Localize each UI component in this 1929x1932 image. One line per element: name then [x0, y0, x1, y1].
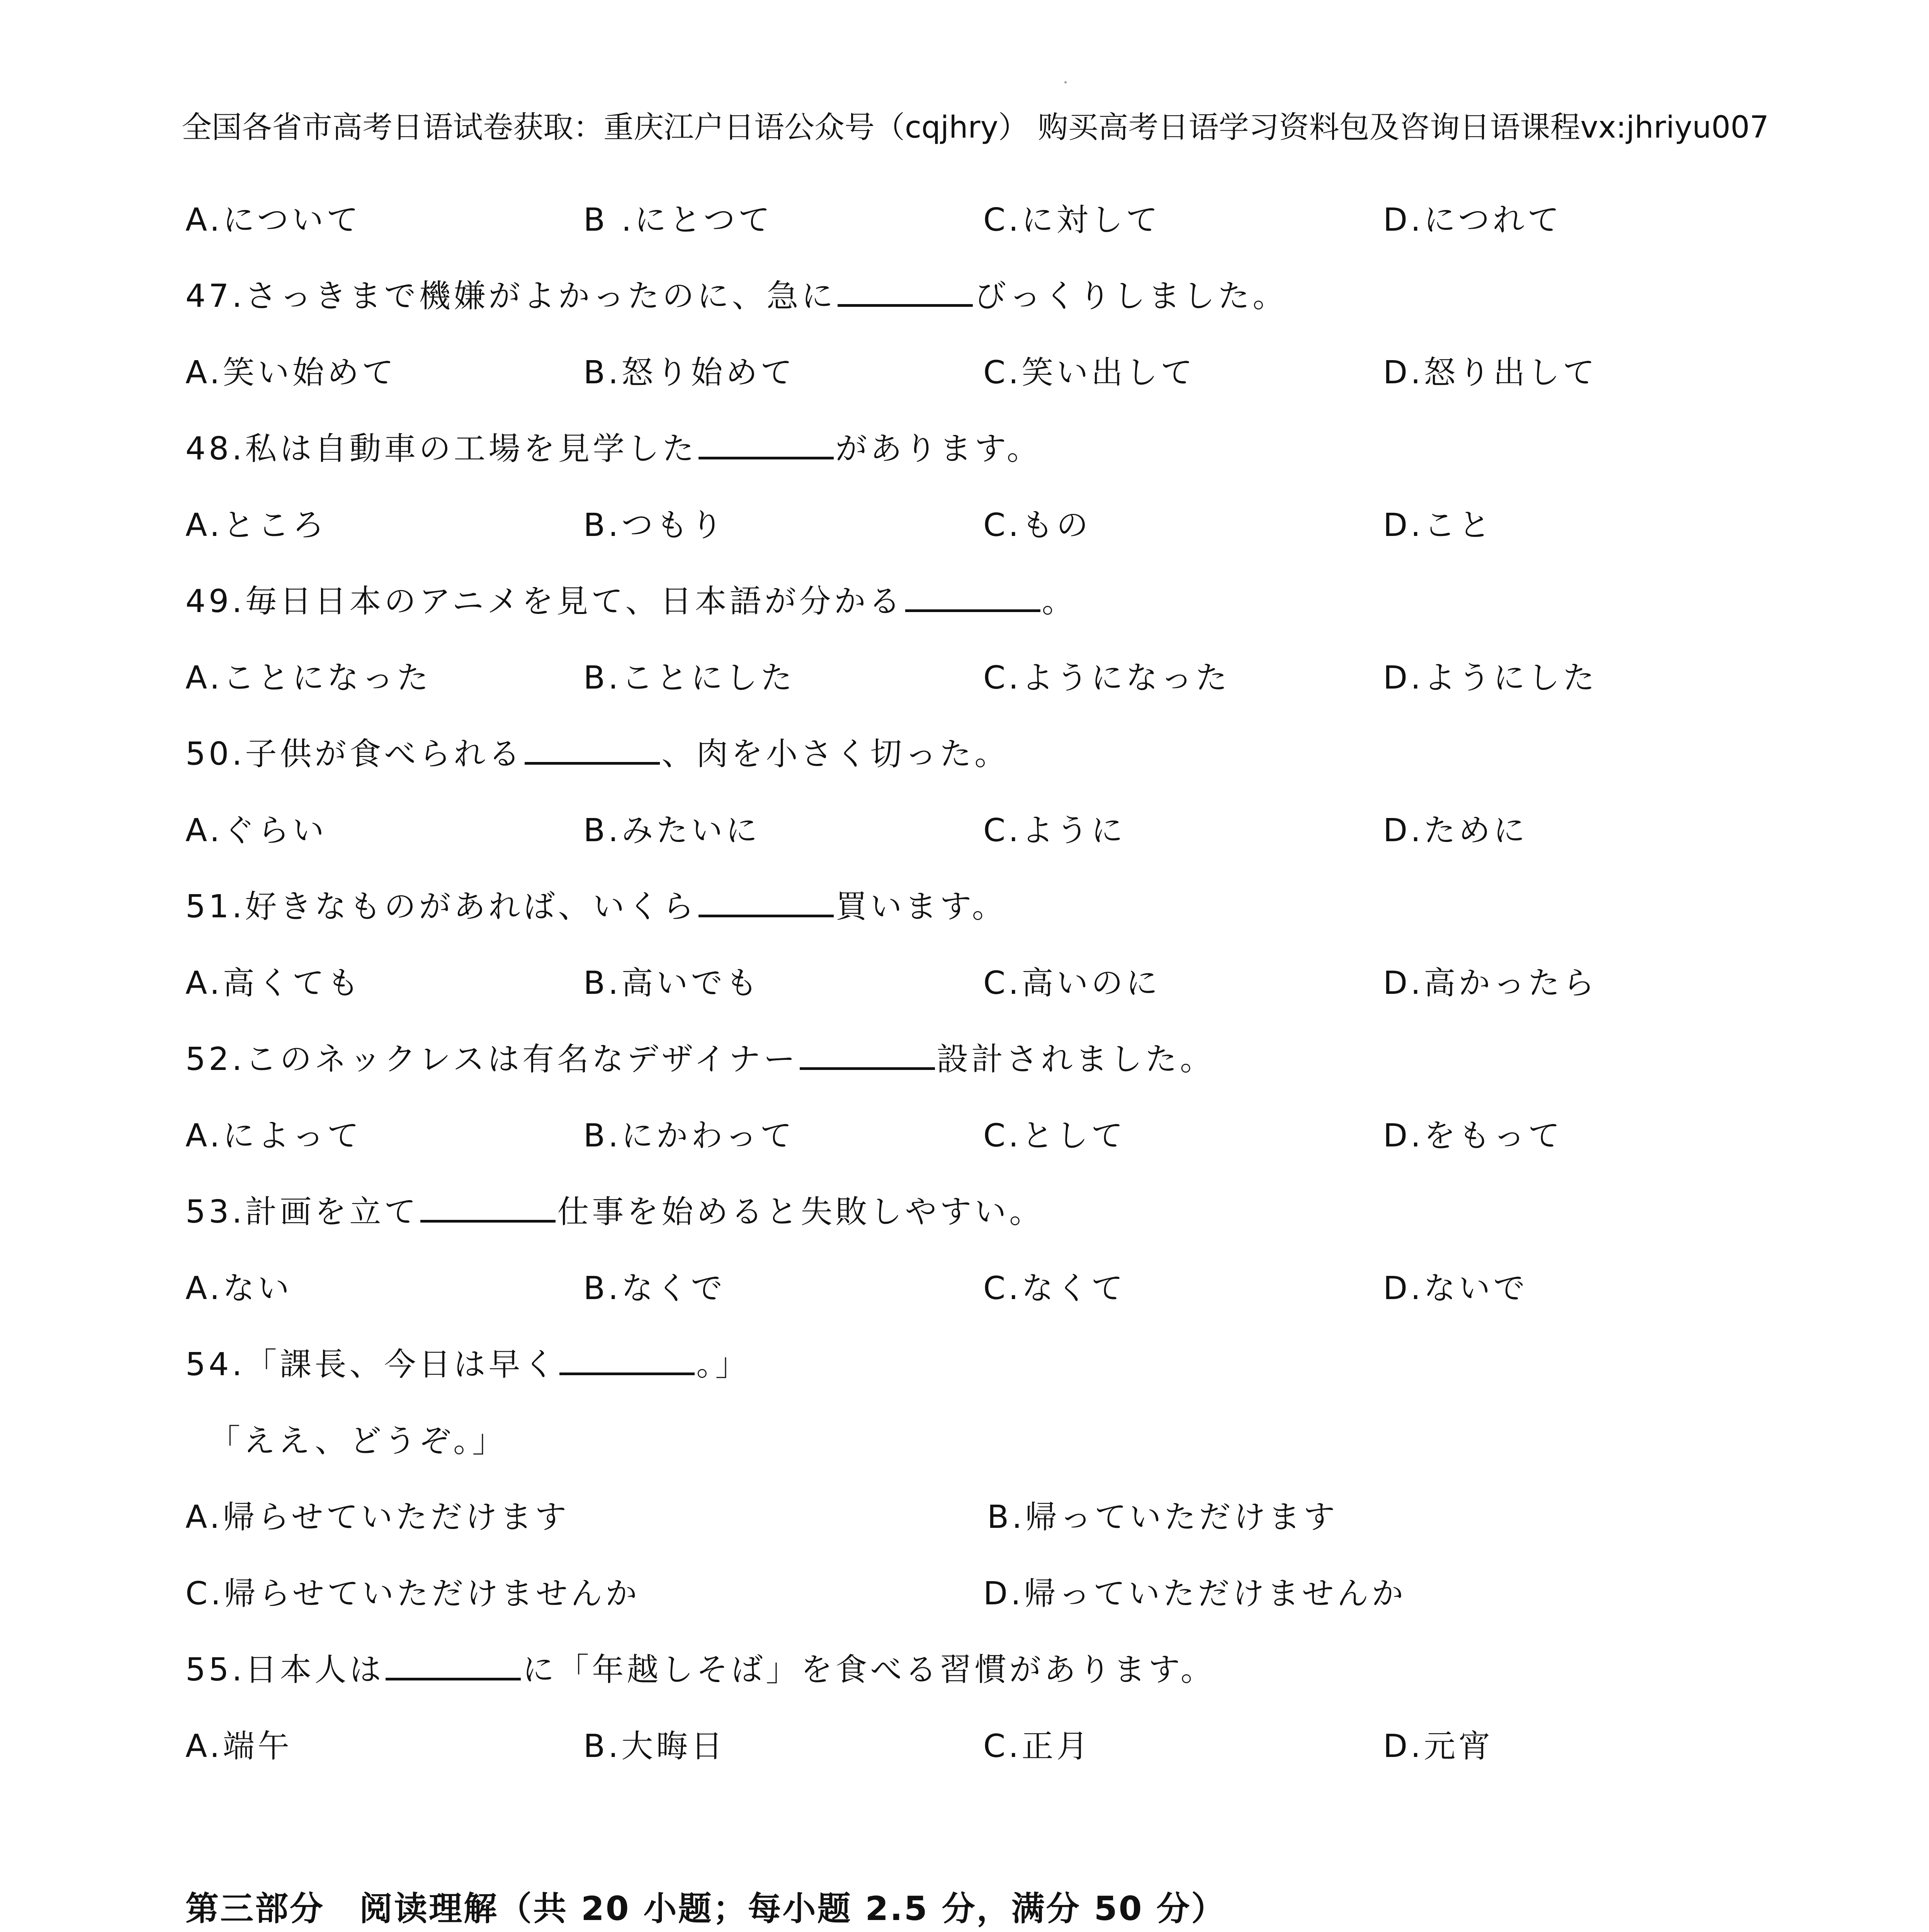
answer-blank: [699, 430, 834, 459]
q52-option-b: B.にかわって: [583, 1117, 795, 1154]
q49-option-a: A.ことになった: [185, 660, 432, 696]
question-47: 47.さっきまで機嫌がよかったのに、急に びっくりしました。: [185, 278, 1288, 315]
question-55: 55.日本人は に「年越しそば」を食べる習慣があります。: [185, 1651, 1215, 1688]
q51-option-b: B.高いでも: [583, 965, 761, 1002]
q50-option-b: B.みたいに: [583, 812, 761, 849]
question-50: 50.子供が食べられる 、肉を小さく切った。: [185, 736, 1010, 772]
q52-option-c: C.として: [983, 1117, 1126, 1154]
q51-option-d: D.高かったら: [1383, 965, 1598, 1002]
answer-blank: [905, 582, 1040, 612]
q55-option-a: A.端午: [185, 1728, 292, 1765]
q46-option-a: A.について: [185, 202, 362, 238]
q50-option-c: C.ように: [983, 812, 1126, 849]
answer-blank: [386, 1651, 521, 1680]
answer-blank: [699, 888, 834, 917]
q49-option-c: C.ようになった: [983, 660, 1230, 696]
q48-option-d: D.こと: [1383, 507, 1494, 544]
answer-blank: [525, 735, 660, 765]
question-49: 49.毎日日本のアニメを見て、日本語が分かる 。: [185, 583, 1077, 620]
q55-option-b: B.大晦日: [583, 1728, 726, 1765]
q49-option-d: D.ようにした: [1383, 660, 1598, 696]
q48-option-b: B.つもり: [583, 507, 726, 544]
q49-option-b: B.ことにした: [583, 660, 795, 696]
q53-option-a: A.ない: [185, 1270, 292, 1307]
q54-option-a: A.帰らせていただけます: [185, 1499, 570, 1536]
q47-option-b: B.怒り始めて: [583, 354, 795, 391]
q48-option-a: A.ところ: [185, 507, 327, 544]
question-54: 54.「課長、今日は早く 。」: [185, 1346, 750, 1383]
question-51: 51.好きなものがあれば、いくら 買います。: [185, 888, 1007, 925]
q48-option-c: C.もの: [983, 507, 1091, 544]
q53-option-b: B.なくで: [583, 1270, 726, 1307]
section-title: 第三部分 阅读理解（共 20 小题；每小题 2.5 分，满分 50 分）: [185, 1889, 1226, 1928]
q54-option-c: C.帰らせていただけませんか: [185, 1575, 640, 1612]
q52-option-d: D.をもって: [1383, 1117, 1563, 1154]
question-52: 52.このネックレスは有名なデザイナー 設計されました。: [185, 1041, 1215, 1078]
q50-option-d: D.ために: [1383, 812, 1528, 849]
q51-option-c: C.高いのに: [983, 965, 1161, 1002]
q46-option-c: C.に対して: [983, 202, 1161, 238]
q47-option-d: D.怒り出して: [1383, 354, 1598, 391]
q52-option-a: A.によって: [185, 1117, 362, 1154]
question-54-reply: 「ええ、どうぞ。」: [209, 1423, 507, 1459]
q46-option-d: D.につれて: [1383, 202, 1562, 238]
answer-blank: [420, 1193, 556, 1223]
answer-blank: [800, 1040, 935, 1070]
answer-blank: [838, 277, 973, 307]
q46-option-b: B .にとつて: [583, 202, 773, 238]
q54-option-d: D.帰っていただけませんか: [983, 1575, 1407, 1612]
q47-option-c: C.笑い出して: [983, 354, 1196, 391]
q55-option-d: D.元宵: [1383, 1728, 1494, 1765]
q55-option-c: C.正月: [983, 1728, 1091, 1765]
q51-option-a: A.高くても: [185, 965, 362, 1002]
q53-option-d: D.ないで: [1383, 1270, 1528, 1307]
answer-blank: [559, 1345, 695, 1375]
page-header: 全国各省市高考日语试卷获取：重庆江户日语公众号（cqjhry） 购买高考日语学习资料包及咨询日语课程vx:jhriyu007: [182, 110, 1769, 145]
q54-option-b: B.帰っていただけます: [987, 1499, 1338, 1536]
question-53: 53.計画を立て 仕事を始めると失敗しやすい。: [185, 1194, 1044, 1230]
q47-option-a: A.笑い始めて: [185, 354, 397, 391]
q53-option-c: C.なくて: [983, 1270, 1126, 1307]
question-48: 48.私は自動車の工場を見学した があります。: [185, 430, 1042, 467]
q50-option-a: A.ぐらい: [185, 812, 327, 849]
scan-dot: [1064, 81, 1067, 83]
